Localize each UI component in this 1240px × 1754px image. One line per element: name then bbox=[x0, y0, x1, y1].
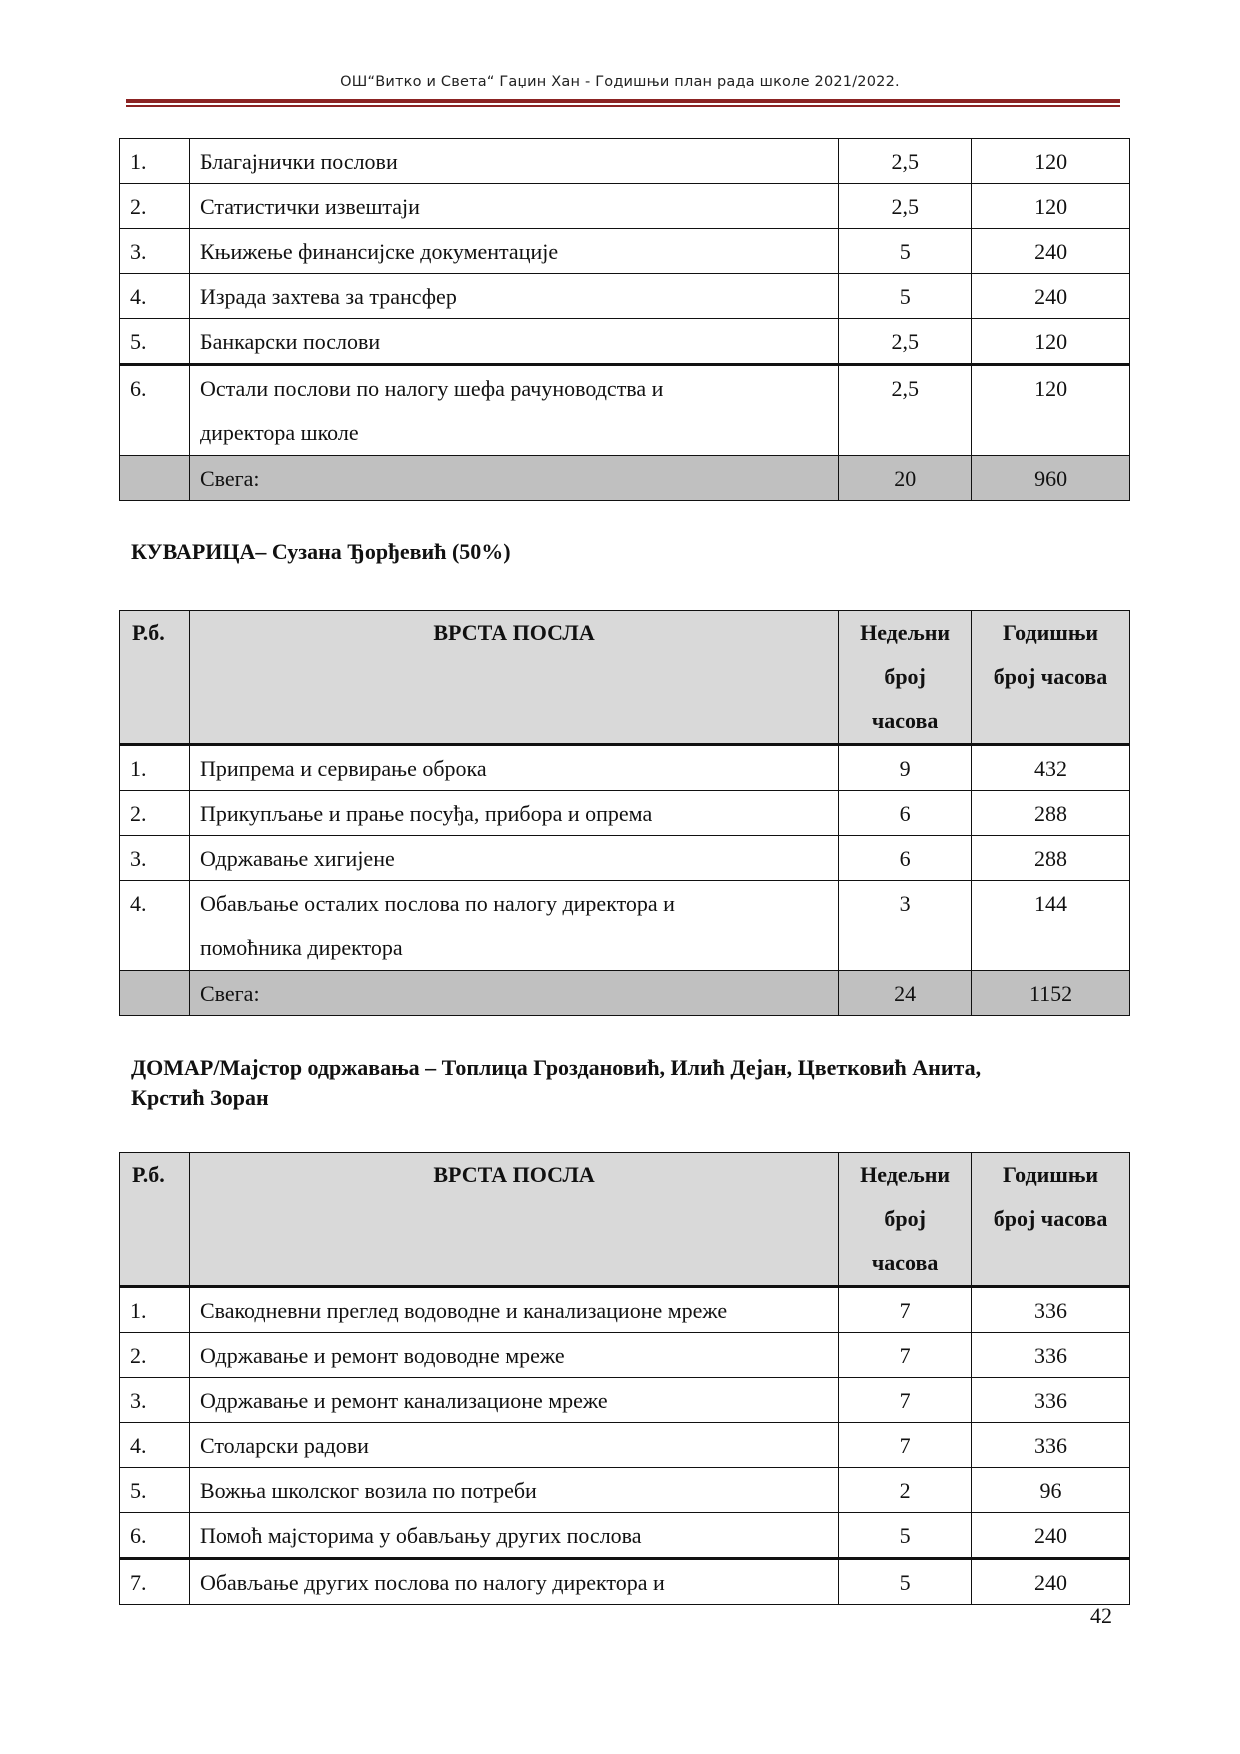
job-description: Помоћ мајсторима у обављању других послова bbox=[189, 1513, 838, 1559]
section-title-maintenance bbox=[131, 1053, 981, 1113]
header-yearly-hours bbox=[972, 611, 1130, 745]
table-row bbox=[120, 229, 1130, 274]
job-description: Статистички извештаји bbox=[189, 184, 838, 229]
header-weekly-line: Недељни bbox=[860, 620, 951, 645]
yearly-hours: 240 bbox=[972, 274, 1130, 319]
job-description: Одржавање хигијене bbox=[189, 836, 838, 881]
weekly-hours: 7 bbox=[839, 1378, 972, 1423]
job-description: Израда захтева за трансфер bbox=[189, 274, 838, 319]
job-description: Прикупљање и прање посуђа, прибора и опрема bbox=[189, 791, 838, 836]
row-number: 2. bbox=[120, 184, 190, 229]
row-number: 5. bbox=[120, 319, 190, 365]
total-weekly-hours: 24 bbox=[839, 971, 972, 1016]
total-weekly-hours: 20 bbox=[839, 456, 972, 501]
accounting-duties-table bbox=[119, 138, 1130, 501]
table-row bbox=[120, 1468, 1130, 1513]
header-rule-thin bbox=[126, 105, 1120, 107]
header-weekly-hours bbox=[839, 1153, 972, 1287]
row-number: 6. bbox=[120, 365, 190, 456]
table-row bbox=[120, 791, 1130, 836]
yearly-hours: 288 bbox=[972, 791, 1130, 836]
weekly-hours: 9 bbox=[839, 745, 972, 791]
row-number: 4. bbox=[120, 881, 190, 971]
yearly-hours: 144 bbox=[972, 881, 1130, 971]
table-row bbox=[120, 184, 1130, 229]
weekly-hours: 3 bbox=[839, 881, 972, 971]
yearly-hours: 240 bbox=[972, 1559, 1130, 1605]
header-weekly-line: часова bbox=[871, 708, 939, 733]
row-number: 2. bbox=[120, 791, 190, 836]
header-rule bbox=[126, 99, 1120, 103]
header-yearly-hours bbox=[972, 1153, 1130, 1287]
header-job-type: ВРСТА ПОСЛА bbox=[189, 1153, 838, 1287]
job-description-line: Остали послови по налогу шефа рачуноводства и bbox=[199, 376, 664, 401]
total-row bbox=[120, 971, 1130, 1016]
page-header: ОШ“Витко и Света“ Гаџин Хан - Годишњи план рада школе 2021/2022. bbox=[340, 74, 900, 90]
job-description bbox=[189, 881, 838, 971]
weekly-hours: 2,5 bbox=[839, 319, 972, 365]
job-description: Столарски радови bbox=[189, 1423, 838, 1468]
header-weekly-line: Недељни bbox=[860, 1162, 951, 1187]
header-row-number: Р.б. bbox=[120, 611, 190, 745]
row-number: 4. bbox=[120, 1423, 190, 1468]
yearly-hours: 288 bbox=[972, 836, 1130, 881]
table-row bbox=[120, 1559, 1130, 1605]
header-yearly-line: Годишњи bbox=[1003, 1162, 1099, 1187]
weekly-hours: 5 bbox=[839, 1559, 972, 1605]
yearly-hours: 240 bbox=[972, 1513, 1130, 1559]
table-row bbox=[120, 139, 1130, 184]
row-number: 4. bbox=[120, 274, 190, 319]
row-number: 1. bbox=[120, 1287, 190, 1333]
table-header-row bbox=[120, 1153, 1130, 1287]
total-row bbox=[120, 456, 1130, 501]
weekly-hours: 7 bbox=[839, 1423, 972, 1468]
weekly-hours: 5 bbox=[839, 229, 972, 274]
yearly-hours: 120 bbox=[972, 139, 1130, 184]
header-job-type: ВРСТА ПОСЛА bbox=[189, 611, 838, 745]
total-empty-cell bbox=[120, 456, 190, 501]
yearly-hours: 336 bbox=[972, 1333, 1130, 1378]
weekly-hours: 5 bbox=[839, 1513, 972, 1559]
yearly-hours: 240 bbox=[972, 229, 1130, 274]
job-description: Припрема и сервирање оброка bbox=[189, 745, 838, 791]
yearly-hours: 336 bbox=[972, 1378, 1130, 1423]
weekly-hours: 2 bbox=[839, 1468, 972, 1513]
row-number: 3. bbox=[120, 229, 190, 274]
weekly-hours: 6 bbox=[839, 836, 972, 881]
weekly-hours: 7 bbox=[839, 1333, 972, 1378]
cook-duties-table bbox=[119, 610, 1130, 1016]
job-description bbox=[189, 365, 838, 456]
total-label: Свега: bbox=[189, 456, 838, 501]
yearly-hours: 336 bbox=[972, 1287, 1130, 1333]
header-weekly-hours bbox=[839, 611, 972, 745]
table-row bbox=[120, 365, 1130, 456]
row-number: 2. bbox=[120, 1333, 190, 1378]
job-description: Одржавање и ремонт канализационе мреже bbox=[189, 1378, 838, 1423]
job-description: Банкарски послови bbox=[189, 319, 838, 365]
table-row bbox=[120, 1333, 1130, 1378]
table-row bbox=[120, 319, 1130, 365]
row-number: 7. bbox=[120, 1559, 190, 1605]
job-description: Вожња школског возила по потреби bbox=[189, 1468, 838, 1513]
page-number: 42 bbox=[1090, 1603, 1112, 1628]
total-yearly-hours: 960 bbox=[972, 456, 1130, 501]
table-row bbox=[120, 836, 1130, 881]
weekly-hours: 2,5 bbox=[839, 365, 972, 456]
header-row-number: Р.б. bbox=[120, 1153, 190, 1287]
maintenance-duties-table bbox=[119, 1152, 1130, 1605]
job-description: Књижење финансијске документације bbox=[189, 229, 838, 274]
header-yearly-line: број часова bbox=[993, 1206, 1108, 1231]
job-description-line: директора школе bbox=[199, 420, 359, 445]
yearly-hours: 120 bbox=[972, 365, 1130, 456]
table-row bbox=[120, 274, 1130, 319]
weekly-hours: 5 bbox=[839, 274, 972, 319]
weekly-hours: 2,5 bbox=[839, 139, 972, 184]
yearly-hours: 120 bbox=[972, 319, 1130, 365]
job-description: Одржавање и ремонт водоводне мреже bbox=[189, 1333, 838, 1378]
job-description-line: помоћника директора bbox=[199, 935, 403, 960]
total-label: Свега: bbox=[189, 971, 838, 1016]
job-description-line: Обављање осталих послова по налогу директора и bbox=[199, 891, 675, 916]
section-title-line: ДОМАР/Мајстор одржавања – Топлица Гроздановић, Илић Дејан, Цветковић Анита, bbox=[131, 1055, 982, 1080]
header-weekly-line: број bbox=[884, 1206, 926, 1231]
header-weekly-line: број bbox=[884, 664, 926, 689]
table-row bbox=[120, 745, 1130, 791]
table-row bbox=[120, 1423, 1130, 1468]
yearly-hours: 432 bbox=[972, 745, 1130, 791]
row-number: 6. bbox=[120, 1513, 190, 1559]
header-weekly-line: часова bbox=[871, 1250, 939, 1275]
total-empty-cell bbox=[120, 971, 190, 1016]
row-number: 3. bbox=[120, 1378, 190, 1423]
yearly-hours: 120 bbox=[972, 184, 1130, 229]
weekly-hours: 7 bbox=[839, 1287, 972, 1333]
section-title-cook: КУВАРИЦА– Сузана Ђорђевић (50%) bbox=[131, 539, 511, 564]
header-yearly-line: број часова bbox=[993, 664, 1108, 689]
yearly-hours: 336 bbox=[972, 1423, 1130, 1468]
job-description: Благајнички послови bbox=[189, 139, 838, 184]
row-number: 1. bbox=[120, 745, 190, 791]
row-number: 1. bbox=[120, 139, 190, 184]
table-row bbox=[120, 1287, 1130, 1333]
row-number: 3. bbox=[120, 836, 190, 881]
job-description: Обављање других послова по налогу директора и bbox=[189, 1559, 838, 1605]
table-row bbox=[120, 1513, 1130, 1559]
section-title-line: Крстић Зоран bbox=[131, 1085, 269, 1110]
table-row bbox=[120, 1378, 1130, 1423]
table-row bbox=[120, 881, 1130, 971]
table-header-row bbox=[120, 611, 1130, 745]
row-number: 5. bbox=[120, 1468, 190, 1513]
yearly-hours: 96 bbox=[972, 1468, 1130, 1513]
header-yearly-line: Годишњи bbox=[1003, 620, 1099, 645]
total-yearly-hours: 1152 bbox=[972, 971, 1130, 1016]
weekly-hours: 2,5 bbox=[839, 184, 972, 229]
job-description: Свакодневни преглед водоводне и канализационе мреже bbox=[189, 1287, 838, 1333]
weekly-hours: 6 bbox=[839, 791, 972, 836]
